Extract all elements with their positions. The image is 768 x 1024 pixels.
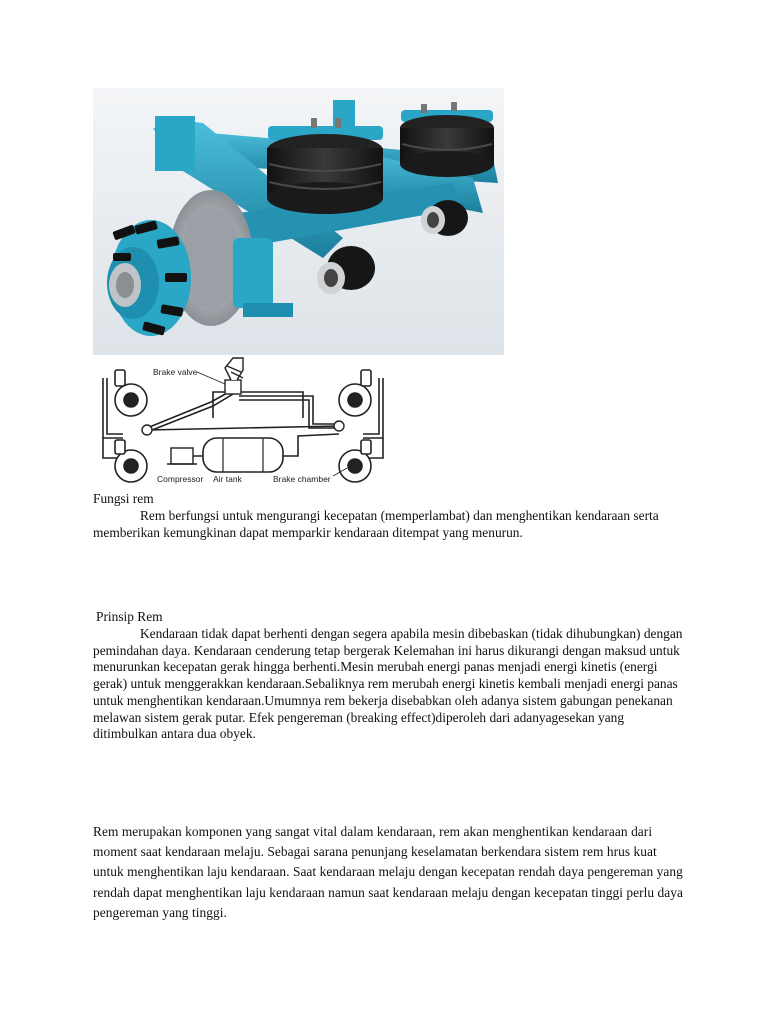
brake-line xyxy=(147,386,233,432)
paragraph-prinsip-rem xyxy=(93,626,683,743)
wheel-brake-rear-left xyxy=(115,440,147,482)
air-tank xyxy=(203,438,283,472)
bracket-left xyxy=(155,116,195,171)
label-compressor: Compressor xyxy=(157,474,204,484)
paragraph-prinsip-rem-text: Kendaraan tidak dapat berhenti dengan segera apabila mesin dibebaskan (tidak dihubungkan) dengan pemindahan daya. Kendaraan cenderung tetap bergerak Kelemahan ini harus dikurangi dengan maksud untuk menurunkan kecepatan gerak hingga berhenti.Mesin merubah energi panas menjadi energi kinetis (energi gerak) untuk menggerakkan kendaraan.Sebaliknya rem merubah energi kinetis kembali menjadi energi panas untuk menghentikan kendaraan.Umumnya rem bekerja disebabkan oleh adanya sistem gabungan penekanan melawan sistem gerak putar. Efek pengereman (breaking effect)diperoleh dari adanyagesekan yang ditimbulkan antara dua obyek. xyxy=(93,626,683,742)
air-brake-diagram xyxy=(93,356,393,492)
bracket-bottom xyxy=(243,303,293,317)
brake-line xyxy=(147,392,229,428)
compressor xyxy=(171,448,193,464)
label-brake-chamber: Brake chamber xyxy=(273,474,331,484)
heading-fungsi-rem: Fungsi rem xyxy=(93,491,154,506)
fitting xyxy=(335,118,341,128)
axle-assembly-photo xyxy=(93,88,504,355)
label-air-tank: Air tank xyxy=(213,474,242,484)
air-spring-rear xyxy=(400,110,494,177)
fitting xyxy=(421,104,427,113)
heading-prinsip-rem: Prinsip Rem xyxy=(96,609,163,624)
junction xyxy=(334,421,344,431)
label-leader xyxy=(197,372,225,384)
fitting xyxy=(311,118,317,128)
label-brake-valve: Brake valve xyxy=(153,367,198,377)
wheel-brake-front-right xyxy=(339,370,371,416)
wheel-brake-front-left xyxy=(115,370,147,416)
brake-valve xyxy=(225,358,243,394)
brake-line xyxy=(283,434,339,456)
fitting xyxy=(451,102,457,111)
junction xyxy=(142,425,152,435)
brake-caliper xyxy=(233,238,273,308)
wheel-brake-rear-right xyxy=(339,440,371,482)
paragraph-closing: Rem merupakan komponen yang sangat vital dalam kendaraan, rem akan menghentikan kendaraan dari moment saat kendaraan melaju. Sebagai sarana penunjang keselamatan berkendara sistem rem hrus kuat untuk menghentikan laju kendaraan. Saat kendaraan melaju dengan kecepatan rendah daya pengereman yang rendah dapat menghentikan laju kendaraan namun saat kendaraan melaju dengan kecepatan tinggi perlu daya pengereman yang tinggi. xyxy=(93,824,683,920)
paragraph-fungsi-rem-text: Rem berfungsi untuk mengurangi kecepatan (memperlambat) dan menghentikan kendaraan serta memberikan kemungkinan dapat memparkir kendaraan ditempat yang menurun. xyxy=(93,508,659,540)
air-spring-front xyxy=(267,126,383,214)
paragraph-fungsi-rem xyxy=(93,508,683,541)
